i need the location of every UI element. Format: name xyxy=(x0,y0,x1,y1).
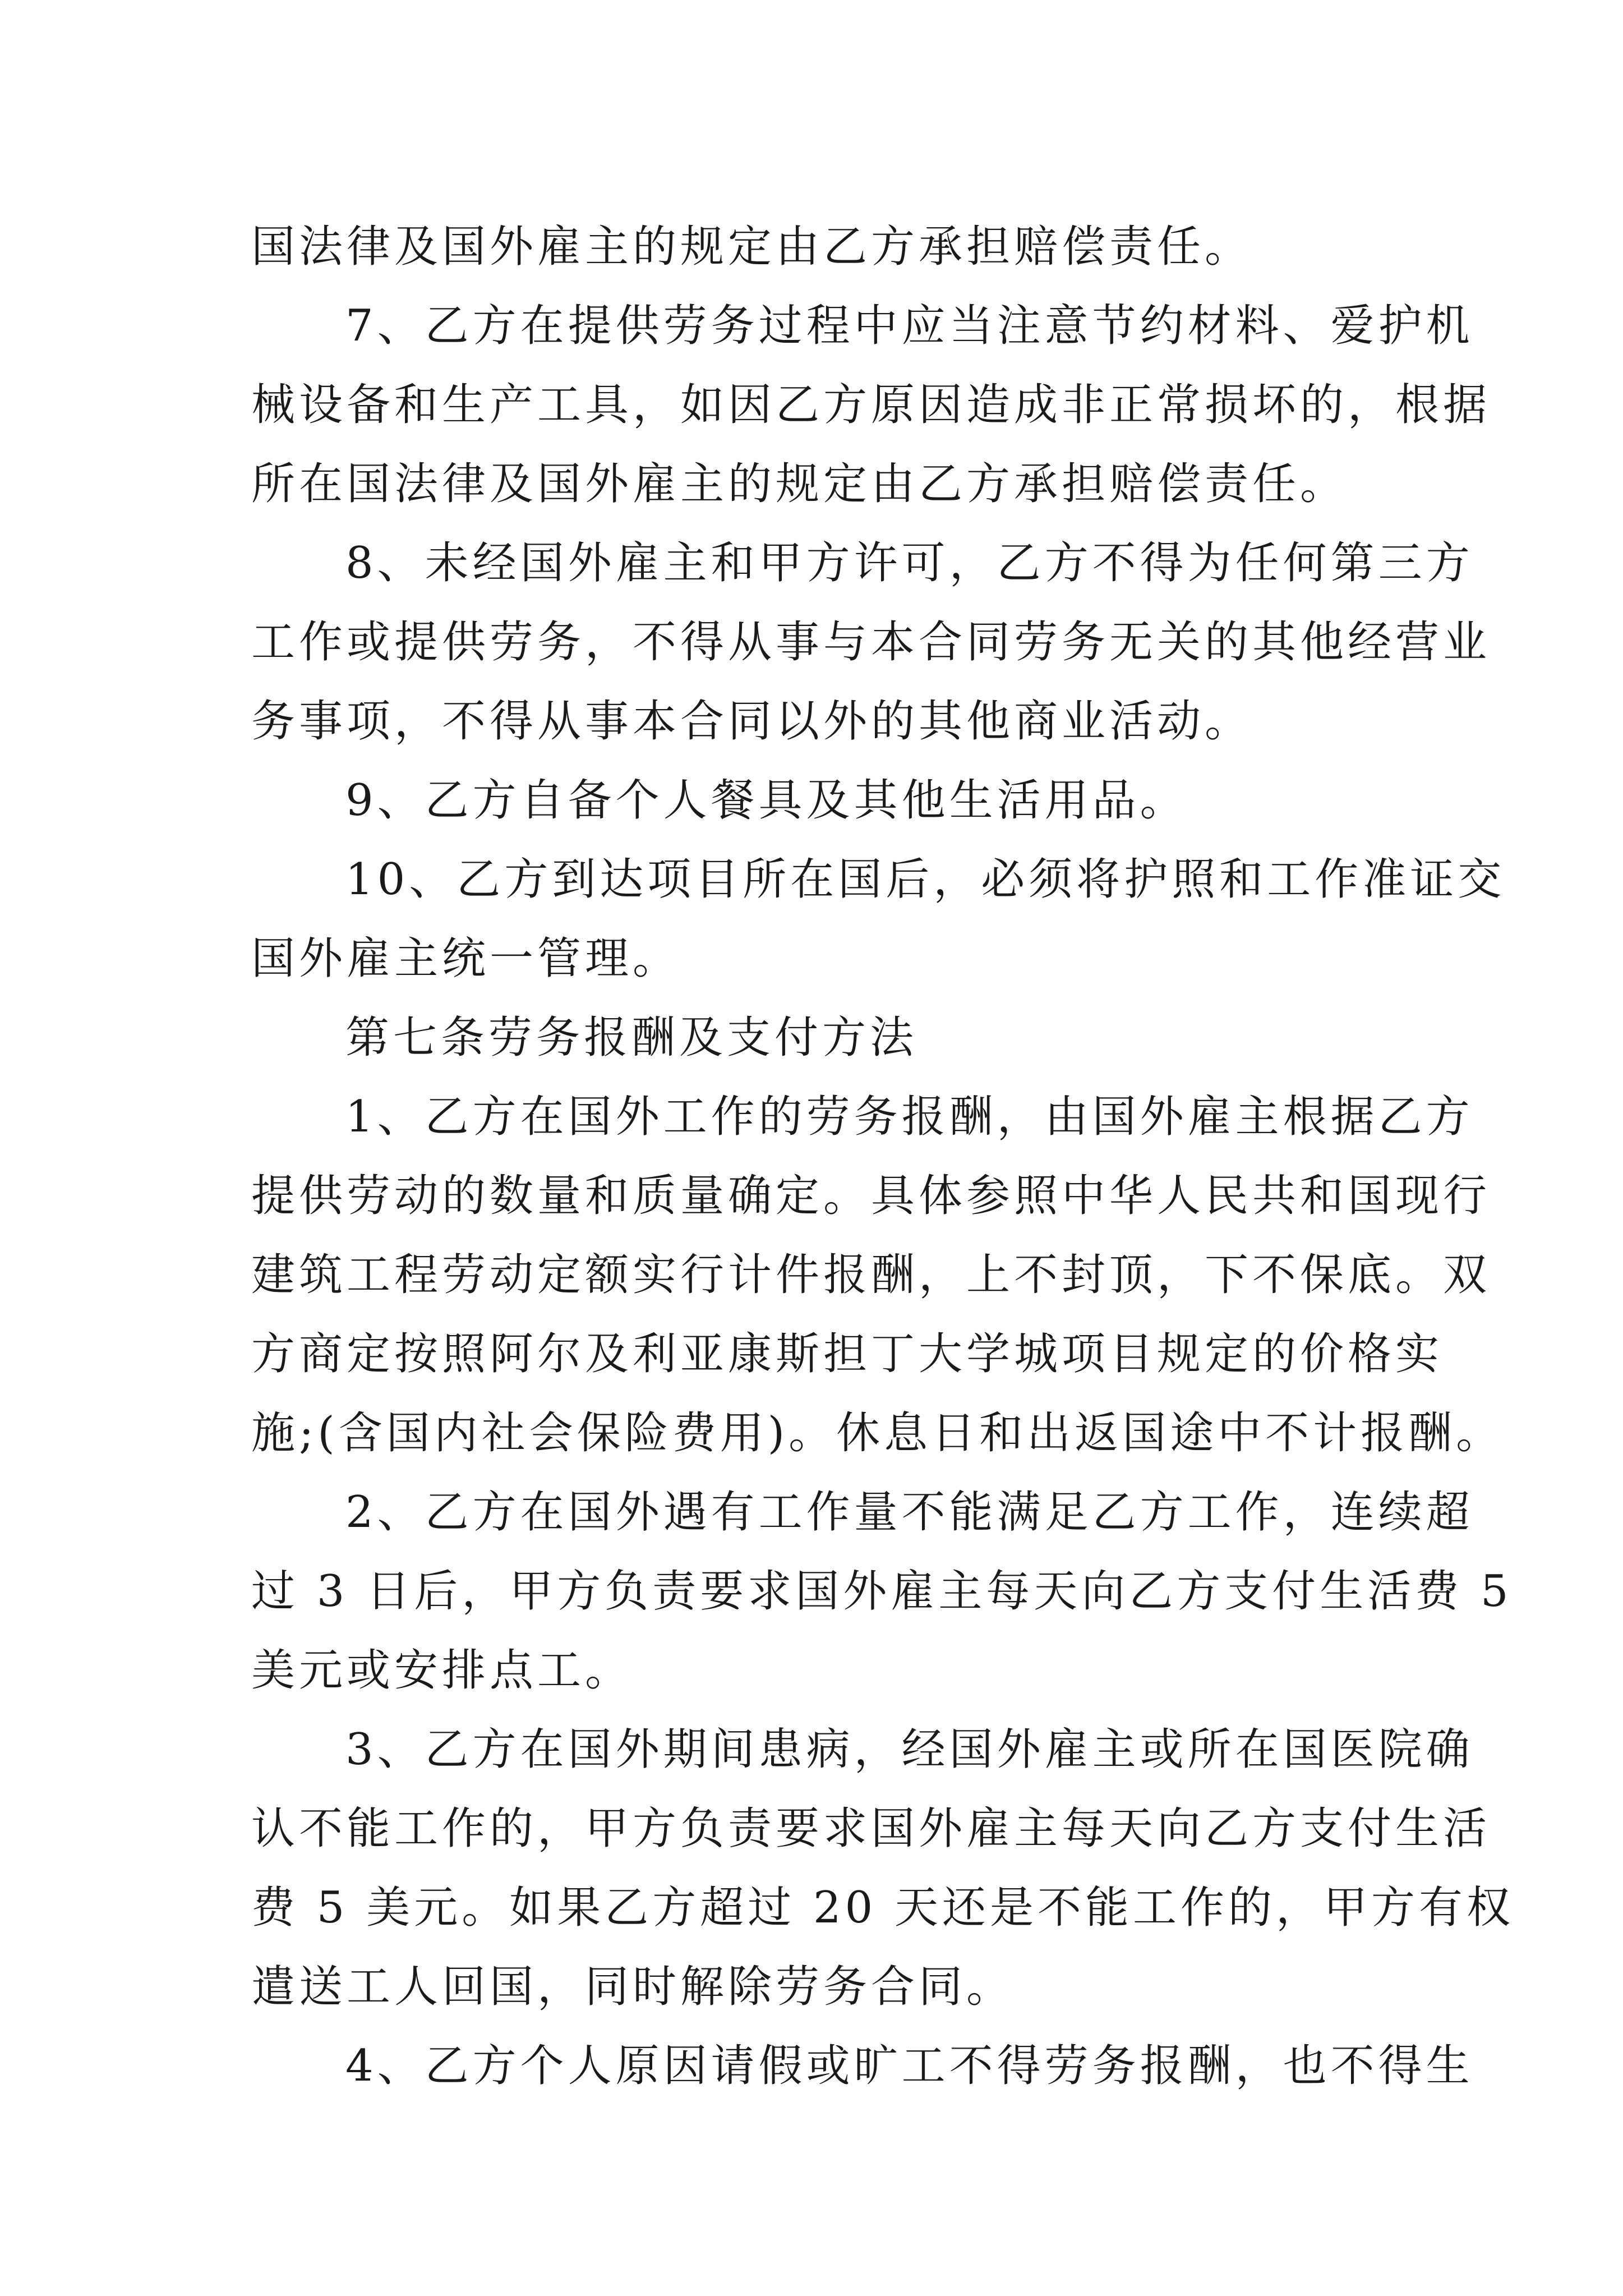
section-heading: 第七条劳务报酬及支付方法 xyxy=(345,1013,918,1063)
text-line: 国外雇主统一管理。 xyxy=(251,933,681,984)
text-line: 10、乙方到达项目所在国后，必须将护照和工作准证交 xyxy=(345,854,1506,905)
text-line: 费 5 美元。如果乙方超过 20 天还是不能工作的，甲方有权 xyxy=(251,1883,1515,1933)
text-line: 美元或安排点工。 xyxy=(251,1645,633,1696)
document-body xyxy=(251,208,1515,2106)
text-line: 过 3 日后，甲方负责要求国外雇主每天向乙方支付生活费 5 xyxy=(251,1566,1513,1617)
text-line: 方商定按照阿尔及利亚康斯担丁大学城项目规定的价格实 xyxy=(251,1329,1444,1379)
text-line: 1、乙方在国外工作的劳务报酬，由国外雇主根据乙方 xyxy=(345,1092,1474,1142)
text-line: 7、乙方在提供劳务过程中应当注意节约材料、爱护机 xyxy=(345,301,1474,351)
text-line: 9、乙方自备个人餐具及其他生活用品。 xyxy=(345,775,1188,826)
text-line: 施;(含国内社会保险费用)。休息日和出返国途中不计报酬。 xyxy=(251,1408,1504,1458)
text-line: 国法律及国外雇主的规定由乙方承担赔偿责任。 xyxy=(251,222,1253,272)
text-line: 4、乙方个人原因请假或旷工不得劳务报酬，也不得生 xyxy=(345,2041,1474,2091)
text-line: 建筑工程劳动定额实行计件报酬，上不封顶，下不保底。双 xyxy=(251,1250,1491,1300)
text-line: 8、未经国外雇主和甲方许可，乙方不得为任何第三方 xyxy=(345,538,1474,588)
text-line: 3、乙方在国外期间患病，经国外雇主或所在国医院确 xyxy=(345,1724,1474,1775)
text-line: 认不能工作的，甲方负责要求国外雇主每天向乙方支付生活 xyxy=(251,1803,1491,1854)
text-line: 提供劳动的数量和质量确定。具体参照中华人民共和国现行 xyxy=(251,1171,1491,1221)
text-line: 务事项，不得从事本合同以外的其他商业活动。 xyxy=(251,696,1253,747)
text-line: 2、乙方在国外遇有工作量不能满足乙方工作，连续超 xyxy=(345,1487,1474,1538)
text-line: 工作或提供劳务，不得从事与本合同劳务无关的其他经营业 xyxy=(251,617,1491,668)
text-line: 械设备和生产工具，如因乙方原因造成非正常损坏的，根据 xyxy=(251,380,1491,430)
text-line: 所在国法律及国外雇主的规定由乙方承担赔偿责任。 xyxy=(251,459,1348,509)
text-line: 遣送工人回国，同时解除劳务合同。 xyxy=(251,1962,1015,2012)
